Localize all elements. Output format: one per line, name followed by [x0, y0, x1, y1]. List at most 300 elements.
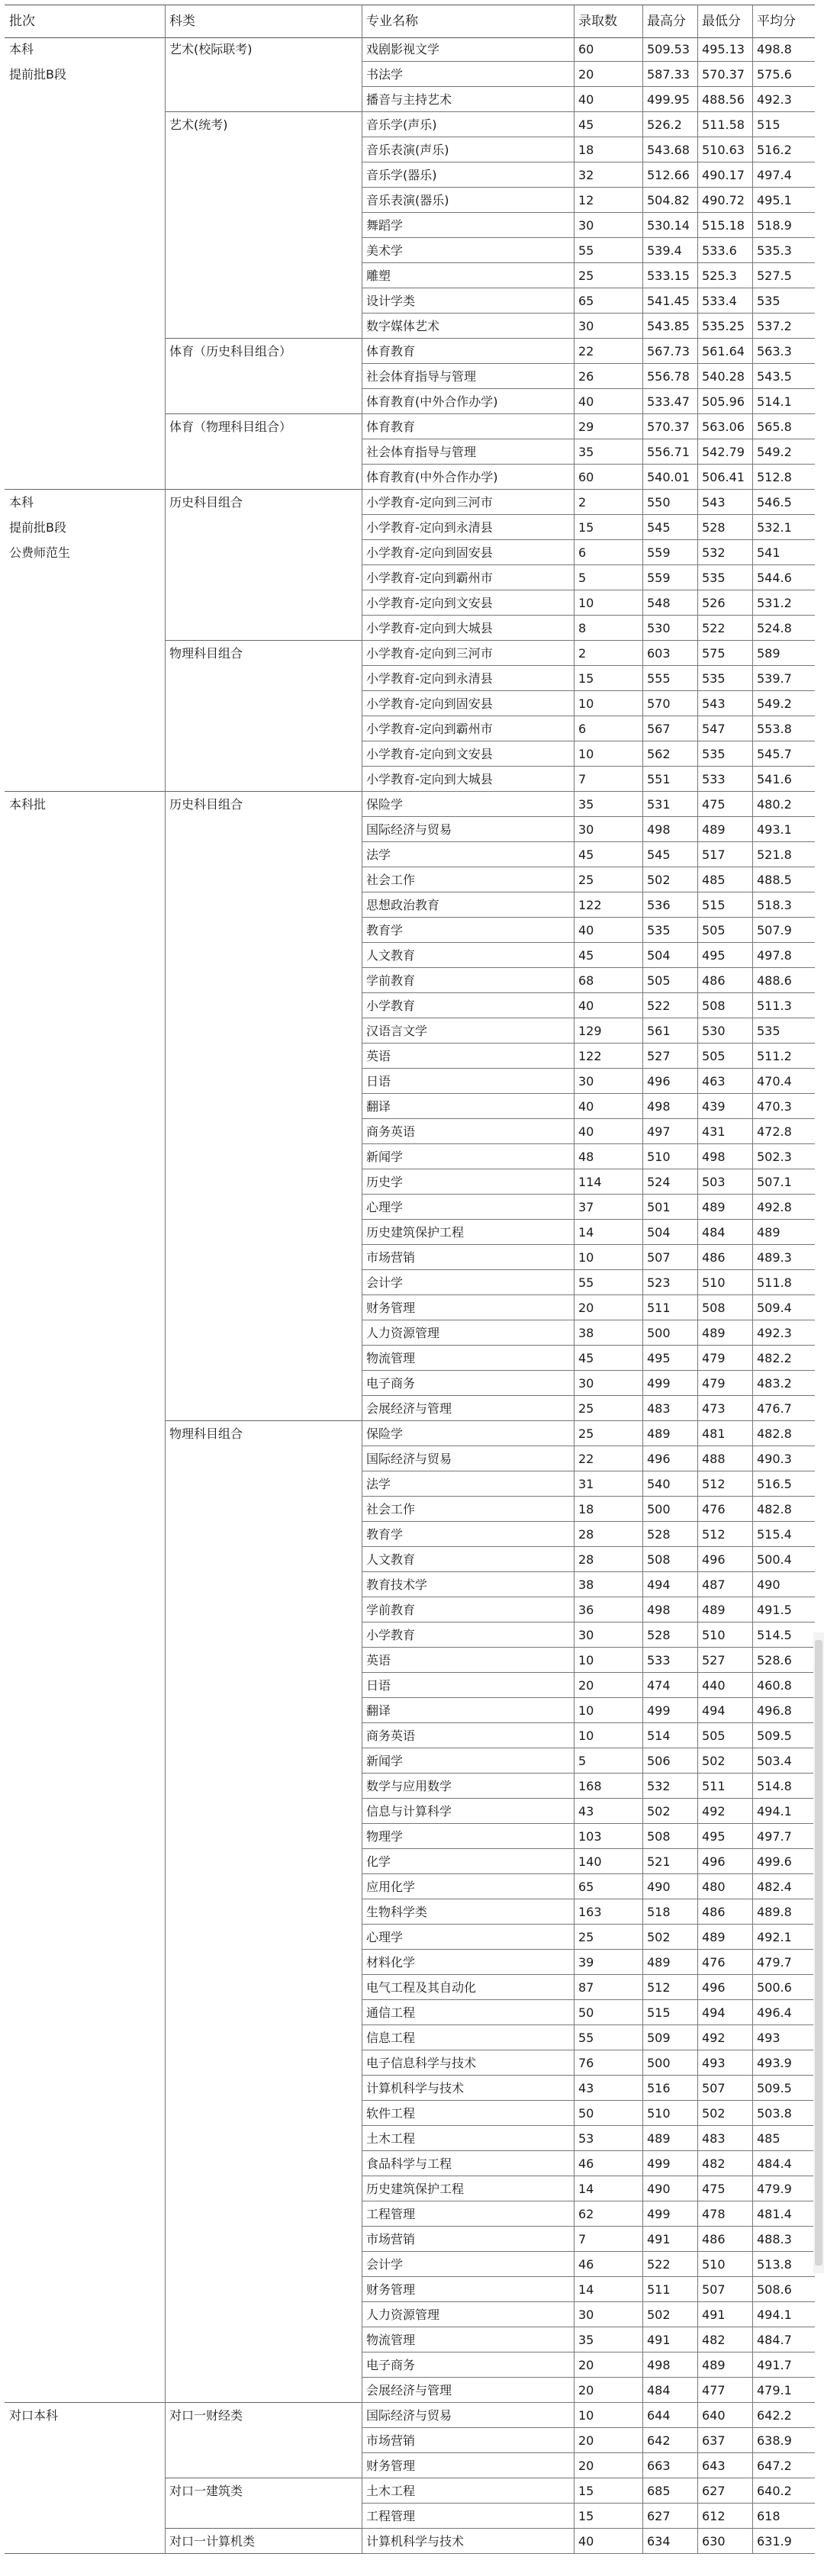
major-cell: 历史建筑保护工程: [362, 1220, 574, 1245]
min-score-cell: 488: [697, 1446, 752, 1471]
min-score-cell: 505.96: [697, 389, 752, 414]
max-score-cell: 504.82: [642, 188, 697, 213]
batch-label-line: 本科: [9, 495, 34, 510]
major-cell: 社会工作: [362, 1497, 574, 1522]
max-score-cell: 535: [642, 918, 697, 943]
max-score-cell: 540.01: [642, 465, 697, 490]
avg-score-cell: 541: [752, 540, 815, 565]
admitted-cell: 20: [574, 62, 642, 87]
major-cell: 历史建筑保护工程: [362, 2176, 574, 2201]
category-cell: 对口一建筑类: [165, 2478, 362, 2529]
max-score-cell: 541.45: [642, 288, 697, 314]
major-cell: 小学教育-定向到霸州市: [362, 716, 574, 741]
min-score-cell: 494: [697, 1698, 752, 1723]
min-score-cell: 627: [697, 2478, 752, 2504]
major-cell: 英语: [362, 1044, 574, 1069]
major-cell: 生物科学类: [362, 1899, 574, 1925]
avg-score-cell: 492.1: [752, 1925, 815, 1950]
min-score-cell: 505: [697, 1723, 752, 1748]
min-score-cell: 563.06: [697, 414, 752, 439]
avg-score-cell: 498.8: [752, 37, 815, 62]
avg-score-cell: 489: [752, 1220, 815, 1245]
avg-score-cell: 482.8: [752, 1497, 815, 1522]
max-score-cell: 500: [642, 2050, 697, 2076]
admitted-cell: 40: [574, 87, 642, 112]
avg-score-cell: 490.3: [752, 1446, 815, 1471]
max-score-cell: 510: [642, 2101, 697, 2126]
major-cell: 雕塑: [362, 263, 574, 288]
major-cell: 保险学: [362, 792, 574, 817]
min-score-cell: 535: [697, 741, 752, 767]
admitted-cell: 8: [574, 616, 642, 641]
admitted-cell: 15: [574, 666, 642, 691]
min-score-cell: 533.6: [697, 238, 752, 263]
major-cell: 小学教育-定向到霸州市: [362, 565, 574, 590]
major-cell: 商务英语: [362, 1723, 574, 1748]
avg-score-cell: 544.6: [752, 565, 815, 590]
min-score-cell: 543: [697, 691, 752, 716]
major-cell: 电子商务: [362, 1371, 574, 1396]
min-score-cell: 489: [697, 1597, 752, 1622]
max-score-cell: 510: [642, 1144, 697, 1169]
max-score-cell: 550: [642, 490, 697, 515]
min-score-cell: 489: [697, 1320, 752, 1346]
min-score-cell: 481: [697, 1421, 752, 1446]
max-score-cell: 545: [642, 842, 697, 867]
admitted-cell: 18: [574, 137, 642, 162]
admitted-cell: 25: [574, 1925, 642, 1950]
admitted-cell: 35: [574, 2327, 642, 2352]
max-score-cell: 528: [642, 1622, 697, 1648]
admitted-cell: 7: [574, 767, 642, 792]
admitted-cell: 103: [574, 1824, 642, 1849]
batch-label-line: 公费师范生: [9, 545, 71, 560]
max-score-cell: 490: [642, 1874, 697, 1899]
avg-score-cell: 514.8: [752, 1774, 815, 1799]
avg-score-cell: 509.4: [752, 1295, 815, 1320]
min-score-cell: 487: [697, 1572, 752, 1597]
max-score-cell: 499: [642, 2201, 697, 2227]
avg-score-cell: 492.8: [752, 1195, 815, 1220]
header-category: 科类: [169, 14, 195, 29]
min-score-cell: 493: [697, 2050, 752, 2076]
major-cell: 化学: [362, 1849, 574, 1874]
category-cell: 对口一财经类: [165, 2403, 362, 2478]
major-cell: 物流管理: [362, 2327, 574, 2352]
admitted-cell: 65: [574, 288, 642, 314]
major-cell: 土木工程: [362, 2478, 574, 2504]
major-cell: 小学教育-定向到文安县: [362, 590, 574, 616]
avg-score-cell: 549.2: [752, 691, 815, 716]
admitted-cell: 122: [574, 892, 642, 918]
admitted-cell: 62: [574, 2201, 642, 2227]
major-cell: 心理学: [362, 1925, 574, 1950]
major-cell: 数字媒体艺术: [362, 314, 574, 339]
category-cell: 对口一计算机类: [165, 2529, 362, 2554]
scrollbar-thumb[interactable]: [815, 1640, 822, 2266]
major-cell: 小学教育: [362, 1622, 574, 1648]
avg-score-cell: 493.9: [752, 2050, 815, 2076]
avg-score-cell: 541.6: [752, 767, 815, 792]
min-score-cell: 489: [697, 1195, 752, 1220]
min-score-cell: 475: [697, 792, 752, 817]
major-cell: 软件工程: [362, 2101, 574, 2126]
admitted-cell: 39: [574, 1950, 642, 1975]
max-score-cell: 500: [642, 1320, 697, 1346]
avg-score-cell: 482.4: [752, 1874, 815, 1899]
batch-cell: [5, 2403, 165, 2554]
avg-score-cell: 507.1: [752, 1169, 815, 1195]
max-score-cell: 500: [642, 1497, 697, 1522]
admitted-cell: 10: [574, 1648, 642, 1673]
admitted-cell: 114: [574, 1169, 642, 1195]
avg-score-cell: 507.9: [752, 918, 815, 943]
min-score-cell: 495.13: [697, 37, 752, 62]
max-score-cell: 570.37: [642, 414, 697, 439]
admitted-cell: 53: [574, 2126, 642, 2151]
admitted-cell: 10: [574, 741, 642, 767]
min-score-cell: 525.3: [697, 263, 752, 288]
major-cell: 电子信息科学与技术: [362, 2050, 574, 2076]
avg-score-cell: 514.5: [752, 1622, 815, 1648]
admitted-cell: 14: [574, 1220, 642, 1245]
min-score-cell: 478: [697, 2201, 752, 2227]
min-score-cell: 510: [697, 2252, 752, 2277]
avg-score-cell: 492.3: [752, 1320, 815, 1346]
min-score-cell: 482: [697, 2327, 752, 2352]
max-score-cell: 533.47: [642, 389, 697, 414]
max-score-cell: 515: [642, 2000, 697, 2025]
max-score-cell: 499.95: [642, 87, 697, 112]
admitted-cell: 50: [574, 2000, 642, 2025]
avg-score-cell: 509.5: [752, 1723, 815, 1748]
max-score-cell: 530.14: [642, 213, 697, 238]
avg-score-cell: 511.2: [752, 1044, 815, 1069]
avg-score-cell: 484.7: [752, 2327, 815, 2352]
avg-score-cell: 638.9: [752, 2428, 815, 2453]
avg-score-cell: 479.7: [752, 1950, 815, 1975]
avg-score-cell: 521.8: [752, 842, 815, 867]
admitted-cell: 20: [574, 2352, 642, 2378]
major-cell: 学前教育: [362, 1597, 574, 1622]
header-min-score: 最低分: [702, 14, 741, 29]
batch-cell: [5, 792, 165, 2403]
major-cell: 电气工程及其自动化: [362, 1975, 574, 2000]
max-score-cell: 508: [642, 1824, 697, 1849]
avg-score-cell: 484.4: [752, 2151, 815, 2176]
max-score-cell: 497: [642, 1119, 697, 1144]
min-score-cell: 476: [697, 1497, 752, 1522]
min-score-cell: 463: [697, 1069, 752, 1094]
avg-score-cell: 479.1: [752, 2378, 815, 2403]
max-score-cell: 526.2: [642, 112, 697, 137]
avg-score-cell: 483.2: [752, 1371, 815, 1396]
min-score-cell: 612: [697, 2504, 752, 2529]
min-score-cell: 526: [697, 590, 752, 616]
min-score-cell: 485: [697, 867, 752, 892]
avg-score-cell: 509.5: [752, 2076, 815, 2101]
max-score-cell: 483: [642, 1396, 697, 1421]
max-score-cell: 570: [642, 691, 697, 716]
admitted-cell: 46: [574, 2151, 642, 2176]
major-cell: 汉语言文学: [362, 1018, 574, 1044]
major-cell: 戏剧影视文学: [362, 37, 574, 62]
avg-score-cell: 640.2: [752, 2478, 815, 2504]
column-divider: [642, 5, 643, 2554]
major-cell: 材料化学: [362, 1950, 574, 1975]
max-score-cell: 527: [642, 1044, 697, 1069]
avg-score-cell: 488.3: [752, 2227, 815, 2252]
avg-score-cell: 543.5: [752, 364, 815, 389]
min-score-cell: 517: [697, 842, 752, 867]
avg-score-cell: 493.1: [752, 817, 815, 842]
min-score-cell: 630: [697, 2529, 752, 2554]
avg-score-cell: 563.3: [752, 339, 815, 364]
admitted-cell: 26: [574, 364, 642, 389]
category-cell: 体育（历史科目组合）: [165, 339, 362, 414]
avg-score-cell: 531.2: [752, 590, 815, 616]
admitted-cell: 10: [574, 1245, 642, 1270]
admitted-cell: 15: [574, 2504, 642, 2529]
major-cell: 播音与主持艺术: [362, 87, 574, 112]
major-cell: 人文教育: [362, 943, 574, 968]
avg-score-cell: 535: [752, 288, 815, 314]
min-score-cell: 535: [697, 666, 752, 691]
max-score-cell: 498: [642, 817, 697, 842]
max-score-cell: 502: [642, 1799, 697, 1824]
major-cell: 小学教育-定向到三河市: [362, 641, 574, 666]
admitted-cell: 25: [574, 1421, 642, 1446]
avg-score-cell: 488.6: [752, 968, 815, 993]
major-cell: 会展经济与管理: [362, 2378, 574, 2403]
min-score-cell: 533: [697, 767, 752, 792]
major-cell: 食品科学与工程: [362, 2151, 574, 2176]
major-cell: 小学教育-定向到固安县: [362, 540, 574, 565]
major-cell: 会计学: [362, 2252, 574, 2277]
min-score-cell: 473: [697, 1396, 752, 1421]
max-score-cell: 543.68: [642, 137, 697, 162]
min-score-cell: 511: [697, 1774, 752, 1799]
max-score-cell: 505: [642, 968, 697, 993]
min-score-cell: 502: [697, 1748, 752, 1774]
admitted-cell: 30: [574, 213, 642, 238]
major-cell: 保险学: [362, 1421, 574, 1446]
max-score-cell: 556.78: [642, 364, 697, 389]
avg-score-cell: 565.8: [752, 414, 815, 439]
major-cell: 小学教育-定向到固安县: [362, 691, 574, 716]
major-cell: 小学教育-定向到永清县: [362, 515, 574, 540]
major-cell: 社会体育指导与管理: [362, 364, 574, 389]
admitted-cell: 122: [574, 1044, 642, 1069]
admitted-cell: 10: [574, 2403, 642, 2428]
admitted-cell: 40: [574, 1094, 642, 1119]
major-cell: 小学教育-定向到永清县: [362, 666, 574, 691]
max-score-cell: 642: [642, 2428, 697, 2453]
min-score-cell: 637: [697, 2428, 752, 2453]
admitted-cell: 50: [574, 2101, 642, 2126]
min-score-cell: 488.56: [697, 87, 752, 112]
major-cell: 美术学: [362, 238, 574, 263]
max-score-cell: 489: [642, 2126, 697, 2151]
min-score-cell: 506.41: [697, 465, 752, 490]
avg-score-cell: 515: [752, 112, 815, 137]
major-cell: 市场营销: [362, 1245, 574, 1270]
max-score-cell: 521: [642, 1849, 697, 1874]
min-score-cell: 490.72: [697, 188, 752, 213]
major-cell: 物理学: [362, 1824, 574, 1849]
admitted-cell: 15: [574, 2478, 642, 2504]
min-score-cell: 542.79: [697, 439, 752, 465]
major-cell: 数学与应用数学: [362, 1774, 574, 1799]
min-score-cell: 483: [697, 2126, 752, 2151]
major-cell: 财务管理: [362, 2453, 574, 2478]
avg-score-cell: 488.5: [752, 867, 815, 892]
min-score-cell: 489: [697, 2352, 752, 2378]
max-score-cell: 518: [642, 1899, 697, 1925]
avg-score-cell: 647.2: [752, 2453, 815, 2478]
min-score-cell: 498: [697, 1144, 752, 1169]
max-score-cell: 498: [642, 1597, 697, 1622]
admitted-cell: 68: [574, 968, 642, 993]
major-cell: 音乐学(声乐): [362, 112, 574, 137]
major-cell: 翻译: [362, 1698, 574, 1723]
max-score-cell: 603: [642, 641, 697, 666]
max-score-cell: 523: [642, 1270, 697, 1295]
avg-score-cell: 515.4: [752, 1522, 815, 1547]
major-cell: 小学教育: [362, 993, 574, 1018]
avg-score-cell: 539.7: [752, 666, 815, 691]
avg-score-cell: 493: [752, 2025, 815, 2050]
max-score-cell: 540: [642, 1471, 697, 1497]
avg-score-cell: 489.3: [752, 1245, 815, 1270]
admitted-cell: 30: [574, 1622, 642, 1648]
avg-score-cell: 491.7: [752, 2352, 815, 2378]
avg-score-cell: 618: [752, 2504, 815, 2529]
admitted-cell: 65: [574, 1874, 642, 1899]
max-score-cell: 501: [642, 1195, 697, 1220]
admitted-cell: 15: [574, 515, 642, 540]
max-score-cell: 536: [642, 892, 697, 918]
admitted-cell: 38: [574, 1320, 642, 1346]
admitted-cell: 48: [574, 1144, 642, 1169]
admitted-cell: 40: [574, 918, 642, 943]
min-score-cell: 640: [697, 2403, 752, 2428]
min-score-cell: 479: [697, 1371, 752, 1396]
admitted-cell: 5: [574, 565, 642, 590]
admitted-cell: 30: [574, 314, 642, 339]
admitted-cell: 168: [574, 1774, 642, 1799]
min-score-cell: 533.4: [697, 288, 752, 314]
min-score-cell: 570.37: [697, 62, 752, 87]
admitted-cell: 87: [574, 1975, 642, 2000]
admitted-cell: 7: [574, 2227, 642, 2252]
admitted-cell: 30: [574, 817, 642, 842]
major-cell: 社会工作: [362, 867, 574, 892]
admitted-cell: 40: [574, 993, 642, 1018]
avg-score-cell: 460.8: [752, 1673, 815, 1698]
min-score-cell: 484: [697, 1220, 752, 1245]
avg-score-cell: 479.9: [752, 2176, 815, 2201]
major-cell: 新闻学: [362, 1748, 574, 1774]
max-score-cell: 504: [642, 1220, 697, 1245]
min-score-cell: 486: [697, 1245, 752, 1270]
max-score-cell: 559: [642, 540, 697, 565]
min-score-cell: 475: [697, 2176, 752, 2201]
admitted-cell: 43: [574, 1799, 642, 1824]
min-score-cell: 503: [697, 1169, 752, 1195]
max-score-cell: 685: [642, 2478, 697, 2504]
min-score-cell: 495: [697, 943, 752, 968]
avg-score-cell: 532.1: [752, 515, 815, 540]
max-score-cell: 502: [642, 2302, 697, 2327]
category-cell: 艺术(统考): [165, 112, 362, 339]
avg-score-cell: 497.7: [752, 1824, 815, 1849]
max-score-cell: 562: [642, 741, 697, 767]
min-score-cell: 522: [697, 616, 752, 641]
major-cell: 心理学: [362, 1195, 574, 1220]
admitted-cell: 31: [574, 1471, 642, 1497]
max-score-cell: 498: [642, 2352, 697, 2378]
avg-score-cell: 500.6: [752, 1975, 815, 2000]
major-cell: 应用化学: [362, 1874, 574, 1899]
avg-score-cell: 482.2: [752, 1346, 815, 1371]
category-cell: 艺术(校际联考): [165, 37, 362, 112]
max-score-cell: 556.71: [642, 439, 697, 465]
min-score-cell: 512: [697, 1522, 752, 1547]
avg-score-cell: 527.5: [752, 263, 815, 288]
avg-score-cell: 491.5: [752, 1597, 815, 1622]
admitted-cell: 18: [574, 1497, 642, 1522]
max-score-cell: 511: [642, 1295, 697, 1320]
major-cell: 国际经济与贸易: [362, 1446, 574, 1471]
min-score-cell: 489: [697, 1925, 752, 1950]
max-score-cell: 512: [642, 1975, 697, 2000]
avg-score-cell: 518.3: [752, 892, 815, 918]
major-cell: 历史学: [362, 1169, 574, 1195]
min-score-cell: 515.18: [697, 213, 752, 238]
admitted-cell: 35: [574, 439, 642, 465]
avg-score-cell: 518.9: [752, 213, 815, 238]
max-score-cell: 528: [642, 1522, 697, 1547]
max-score-cell: 506: [642, 1748, 697, 1774]
min-score-cell: 505: [697, 918, 752, 943]
batch-cell: [5, 37, 165, 490]
avg-score-cell: 503.4: [752, 1748, 815, 1774]
admitted-cell: 32: [574, 162, 642, 188]
max-score-cell: 533.15: [642, 263, 697, 288]
major-cell: 通信工程: [362, 2000, 574, 2025]
major-cell: 教育学: [362, 918, 574, 943]
admitted-cell: 140: [574, 1849, 642, 1874]
max-score-cell: 531: [642, 792, 697, 817]
admitted-cell: 40: [574, 1119, 642, 1144]
min-score-cell: 486: [697, 2227, 752, 2252]
min-score-cell: 511.58: [697, 112, 752, 137]
avg-score-cell: 549.2: [752, 439, 815, 465]
batch-label-line: 本科批: [9, 797, 47, 812]
avg-score-cell: 480.2: [752, 792, 815, 817]
max-score-cell: 499: [642, 2151, 697, 2176]
admitted-cell: 30: [574, 1069, 642, 1094]
max-score-cell: 494: [642, 1572, 697, 1597]
min-score-cell: 431: [697, 1119, 752, 1144]
avg-score-cell: 516.2: [752, 137, 815, 162]
avg-score-cell: 500.4: [752, 1547, 815, 1572]
admitted-cell: 20: [574, 1673, 642, 1698]
major-cell: 小学教育-定向到大城县: [362, 616, 574, 641]
major-cell: 电子商务: [362, 2352, 574, 2378]
min-score-cell: 515: [697, 892, 752, 918]
